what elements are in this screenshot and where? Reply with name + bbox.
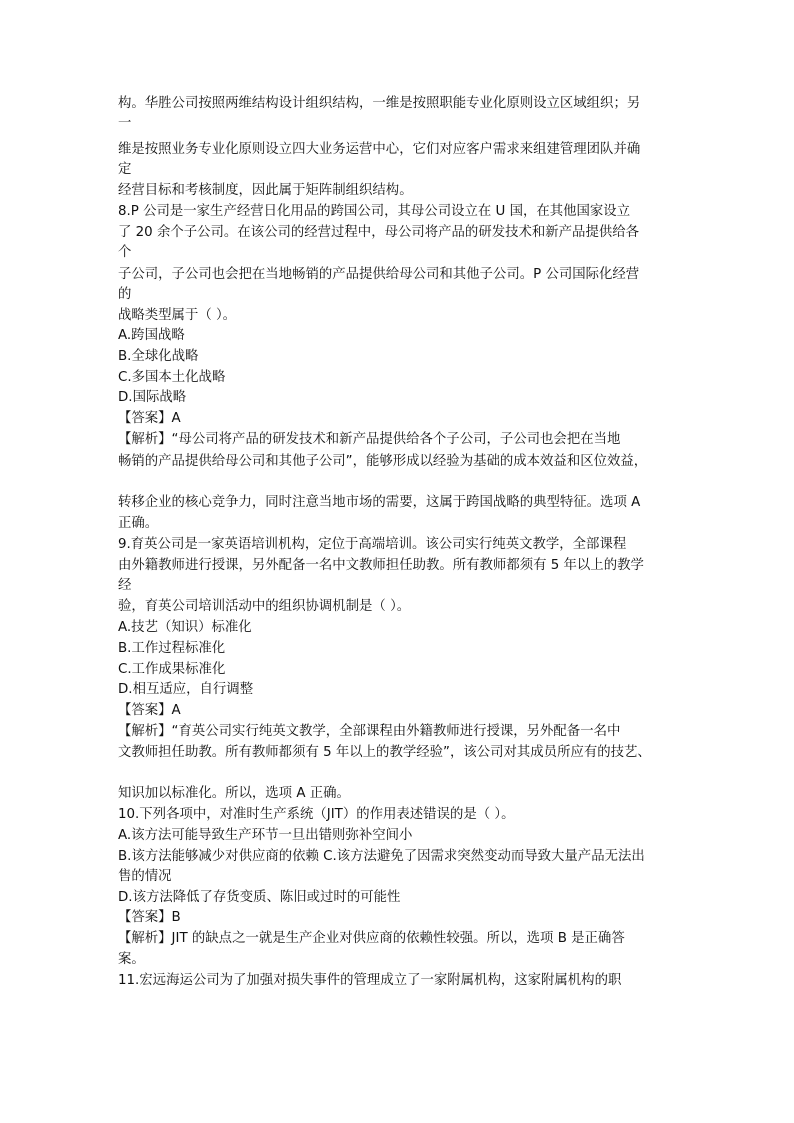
- text-line: 维是按照业务专业化原则设立四大业务运营中心，它们对应客户需求来组建管理团队并确: [118, 142, 641, 157]
- option-b: B.工作过程标准化: [118, 641, 226, 656]
- explanation-line: 正确。: [118, 516, 159, 531]
- option-d: D.相互适应，自行调整: [118, 682, 254, 697]
- question-10-stem: 10.下列各项中，对准时生产系统（JIT）的作用表述错误的是（ ）。: [118, 807, 515, 822]
- explanation-line: 畅销的产品提供给母公司和其他子公司”，能够形成以经验为基础的成本效益和区位效益，: [118, 454, 648, 469]
- option-b: B.全球化战略: [118, 349, 199, 364]
- explanation-line: 【解析】“母公司将产品的研发技术和新产品提供给各个子公司，子公司也会把在当地: [118, 432, 621, 447]
- option-d: D.国际战略: [118, 390, 187, 405]
- answer-label: 【答案】A: [118, 411, 181, 426]
- question-11-stem: 11.宏远海运公司为了加强对损失事件的管理成立了一家附属机构，这家附属机构的职: [118, 973, 622, 988]
- text-line: 一: [118, 116, 132, 131]
- answer-label: 【答案】B: [118, 910, 181, 925]
- text-line: 个: [118, 245, 132, 260]
- text-line: 定: [118, 162, 132, 177]
- option-c: C.多国本土化战略: [118, 370, 226, 385]
- option-d: D.该方法降低了存货变质、陈旧或过时的可能性: [118, 890, 401, 905]
- text-line: 售的情况: [118, 869, 172, 884]
- explanation-line: 案。: [118, 952, 145, 967]
- option-b-c: B.该方法能够减少对供应商的依赖 C.该方法避免了因需求突然变动而导致大量产品无法出: [118, 849, 645, 864]
- text-line: 构。华胜公司按照两维结构设计组织结构，一维是按照职能专业化原则设立区域组织；另: [118, 96, 641, 111]
- option-a: A.技艺（知识）标准化: [118, 620, 252, 635]
- text-line: 了 20 余个子公司。在该公司的经营过程中，母公司将产品的研发技术和新产品提供给各: [118, 225, 640, 240]
- text-line: 子公司，子公司也会把在当地畅销的产品提供给母公司和其他子公司。P 公司国际化经营: [118, 267, 640, 282]
- explanation-line: 【解析】JIT 的缺点之一就是生产企业对供应商的依赖性较强。所以，选项 B 是正确答: [118, 931, 625, 946]
- question-8-stem: 8.P 公司是一家生产经营日化用品的跨国公司，其母公司设立在 U 国，在其他国家设立: [118, 204, 631, 219]
- answer-label: 【答案】A: [118, 703, 181, 718]
- explanation-line: 知识加以标准化。所以，选项 A 正确。: [118, 786, 350, 801]
- text-line: 由外籍教师进行授课，另外配备一名中文教师担任助教。所有教师都须有 5 年以上的教学: [118, 558, 644, 573]
- text-line: 验，育英公司培训活动中的组织协调机制是（ ）。: [118, 599, 411, 614]
- text-line: 的: [118, 287, 132, 302]
- option-a: A.该方法可能导致生产环节一旦出错则弥补空间小: [118, 828, 413, 843]
- option-c: C.工作成果标准化: [118, 662, 226, 677]
- question-9-stem: 9.育英公司是一家英语培训机构，定位于高端培训。该公司实行纯英文教学，全部课程: [118, 537, 627, 552]
- text-line: 经营目标和考核制度，因此属于矩阵制组织结构。: [118, 183, 413, 198]
- option-a: A.跨国战略: [118, 328, 185, 343]
- explanation-line: 【解析】“育英公司实行纯英文教学，全部课程由外籍教师进行授课，另外配备一名中: [118, 724, 621, 739]
- text-line: 经: [118, 578, 132, 593]
- text-line: 战略类型属于（ ）。: [118, 308, 237, 323]
- explanation-line: 转移企业的核心竞争力，同时注意当地市场的需要，这属于跨国战略的典型特征。选项 A: [118, 495, 641, 510]
- explanation-line: 文教师担任助教。所有教师都须有 5 年以上的教学经验”，该公司对其成员所应有的技艺、: [118, 745, 651, 760]
